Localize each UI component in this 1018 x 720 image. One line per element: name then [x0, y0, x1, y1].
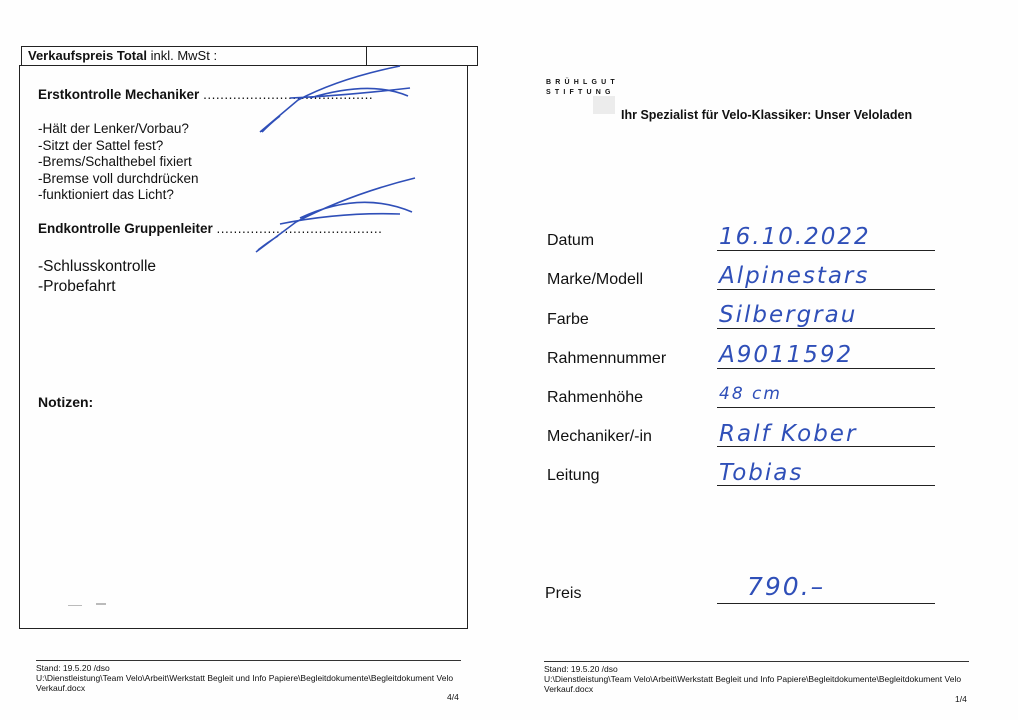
logo-line-2: STIFTUNG	[546, 89, 615, 96]
section1-item: -Bremse voll durchdrücken	[38, 170, 199, 186]
row-label-datum: Datum	[547, 232, 595, 249]
section2-heading: Endkontrolle Gruppenleiter .......................................	[38, 221, 383, 236]
price-label: Preis	[545, 585, 582, 602]
row-label-mechaniker: Mechaniker/-in	[547, 428, 652, 445]
tagline: Ihr Spezialist für Velo-Klassiker: Unser Veloladen	[621, 108, 913, 122]
brand-logo	[546, 78, 619, 98]
section1-list	[38, 121, 199, 204]
logo-mark	[593, 96, 615, 114]
section2-item: -Schlusskontrolle	[38, 258, 157, 275]
row-line	[717, 407, 935, 408]
footer-stand: Stand: 19.5.20 /dso	[544, 664, 618, 674]
section1-item: -Hält der Lenker/Vorbau?	[38, 121, 189, 136]
row-line	[717, 485, 935, 486]
row-label-rahmennummer: Rahmennummer	[547, 350, 667, 367]
footer-page-number: 1/4	[955, 694, 967, 704]
row-line	[717, 368, 935, 369]
logo-line-1: BRÜHLGUT	[546, 79, 619, 86]
row-value-rahmenhoehe: 48 cm	[719, 384, 782, 404]
row-label-marke: Marke/Modell	[547, 271, 644, 288]
row-label-farbe: Farbe	[547, 311, 589, 328]
row-label-leitung: Leitung	[547, 467, 600, 484]
row-label-rahmenhoehe: Rahmenhöhe	[547, 389, 644, 406]
notes-label: Notizen:	[38, 394, 94, 410]
section1-item: -funktioniert das Licht?	[38, 187, 174, 202]
row-value-marke: Alpinestars	[719, 263, 870, 289]
scan-speck	[96, 603, 106, 605]
footer-path: U:\Dienstleistung\Team Velo\Arbeit\Werkstatt Begleit und Info Papiere\Begleitdokumente\Begleitdokument Velo	[544, 674, 962, 684]
row-line	[717, 289, 935, 290]
right-page	[509, 0, 1018, 720]
footer-page-number: 4/4	[447, 692, 459, 702]
price-total-label-rest: inkl. MwSt :	[146, 48, 218, 63]
scan-speck	[68, 605, 82, 606]
footer-rule	[544, 661, 969, 662]
row-value-datum: 16.10.2022	[719, 224, 871, 250]
section2-list	[38, 257, 156, 297]
footer-path-2: Verkauf.docx	[36, 683, 86, 693]
row-value-rahmennummer: A9011592	[719, 342, 854, 368]
row-line	[717, 446, 935, 447]
signature-2	[250, 172, 425, 256]
row-line	[717, 328, 935, 329]
row-line	[717, 250, 935, 251]
checklist-box	[19, 65, 468, 629]
row-value-mechaniker: Ralf Kober	[719, 421, 858, 447]
row-line	[717, 603, 935, 604]
footer-path-2: Verkauf.docx	[544, 684, 594, 694]
section1-item: -Sitzt der Sattel fest?	[38, 137, 164, 153]
footer-stand: Stand: 19.5.20 /dso	[36, 663, 110, 673]
row-value-leitung: Tobias	[719, 460, 804, 486]
price-value: 790.–	[747, 572, 826, 601]
section2-item: -Probefahrt	[38, 278, 116, 295]
signature-1	[250, 58, 425, 138]
row-value-farbe: Silbergrau	[719, 302, 858, 328]
footer-path: U:\Dienstleistung\Team Velo\Arbeit\Werkstatt Begleit und Info Papiere\Begleitdokumente\Begleitdokument Velo	[36, 673, 454, 683]
section1-heading: Erstkontrolle Mechaniker ........................................	[38, 87, 374, 102]
footer-rule	[36, 660, 461, 661]
price-total-label-bold: Verkaufspreis Total	[28, 48, 147, 63]
section1-item: -Brems/Schalthebel fixiert	[38, 154, 192, 169]
